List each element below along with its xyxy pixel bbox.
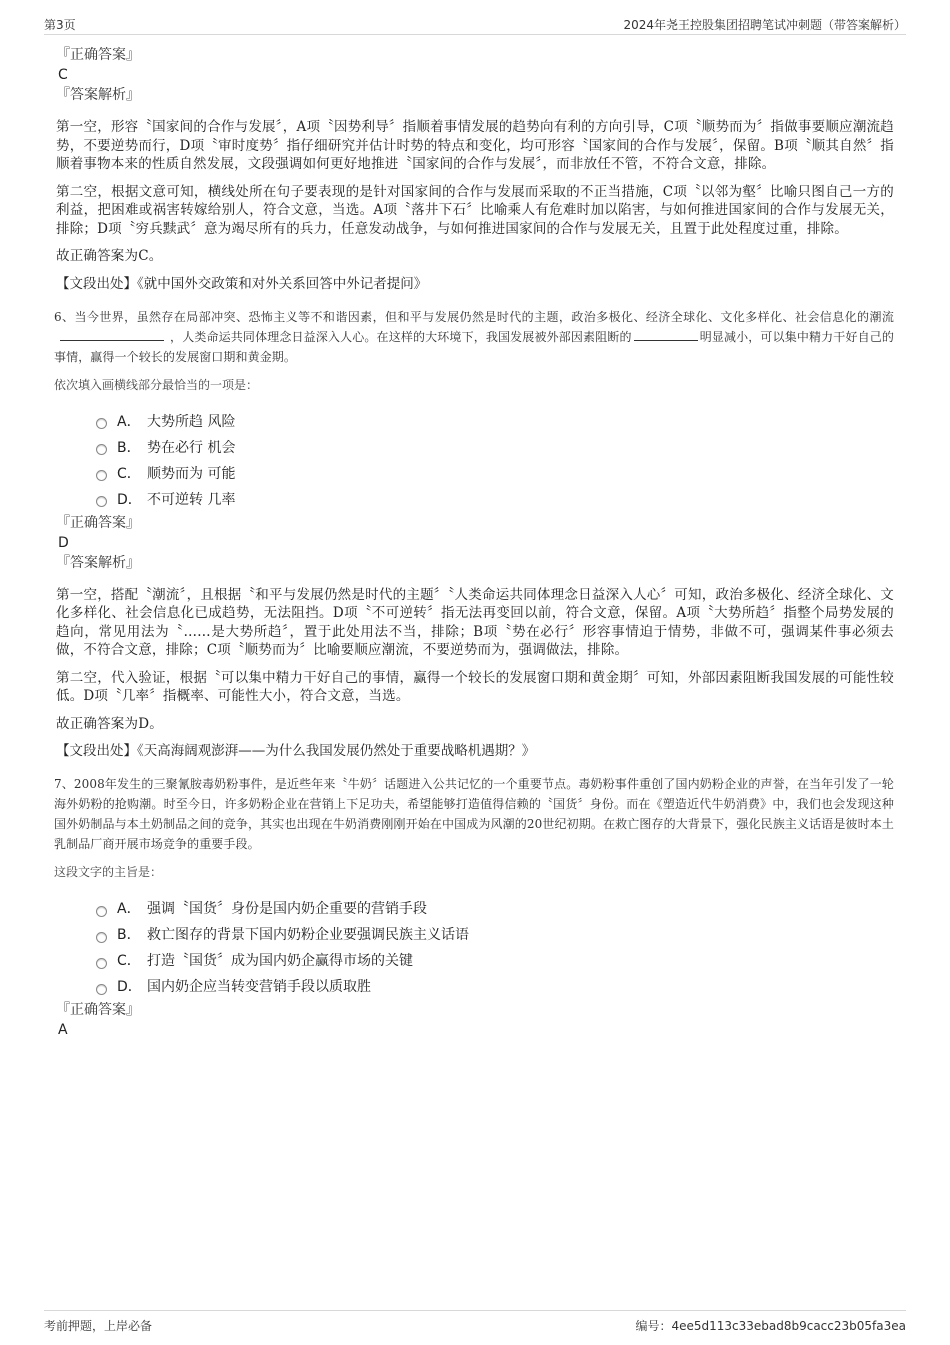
analysis-paragraph: 第二空，代入验证，根据〝可以集中精力干好自己的事情，赢得一个较长的发展窗口期和黄金期〞可知，外部因素阻断我国发展的可能性较低。D项〝几率〞指概率、可能性大小，符合文意，当选。	[56, 669, 894, 704]
question-prompt: 这段文字的主旨是：	[54, 865, 163, 879]
analysis-label: 『答案解析』	[56, 87, 140, 103]
question-text: 6、当今世界，虽然存在局部冲突、恐怖主义等不和谐因素，但和平与发展仍然是时代的主题，政治多极化、经济全球化、文化多样化、社会信息化的潮流	[54, 309, 894, 324]
radio-icon[interactable]	[96, 470, 107, 481]
option-b[interactable]: B． 救亡图存的背景下国内奶粉企业要强调民族主义话语	[96, 921, 894, 947]
source-citation	[56, 275, 894, 293]
question-text: 明显减小，可以集中精力干好自己的事情，赢得一个较长的发展窗口期和黄金期。	[54, 329, 894, 364]
option-list	[96, 408, 894, 512]
document-code: 编号：4ee5d113c33ebad8b9cacc23b05fa3ea	[635, 1319, 906, 1333]
radio-icon[interactable]	[96, 984, 107, 995]
option-b[interactable]: B． 势在必行 机会	[96, 434, 894, 460]
page-header	[44, 12, 906, 35]
analysis-conclusion: 故正确答案为C。	[56, 248, 163, 264]
source-title: 《天高海阔观澎湃——为什么我国发展仍然处于重要战略机遇期？》	[137, 743, 536, 759]
correct-answer-label: 『正确答案』	[56, 514, 140, 531]
analysis-paragraph: 第一空，搭配〝潮流〞，且根据〝和平与发展仍然是时代的主题〞〝人类命运共同体理念日益深入人心〞可知，政治多极化、经济全球化、文化多样化、社会信息化已成趋势，无法阻挡。D项〝不可逆转〞指无法再变回以前，符合文意，保留。A项〝大势所趋〞指整个局势发展的趋向，常见用法为〝……是大势所趋〞，置于此处用法不当，排除；B项〝势在必行〞形容事情迫于情势，非做不可，强调某件事必须去做，不符合文意，排除；C项〝顺势而为〞比喻要顺应潮流，不要逆势而为，强调做法，排除。	[56, 586, 894, 658]
correct-answer-value: D	[58, 534, 69, 551]
radio-icon[interactable]	[96, 932, 107, 943]
option-d[interactable]: D． 国内奶企应当转变营销手段以质取胜	[96, 973, 894, 999]
correct-answer-value: A	[58, 1022, 68, 1038]
source-label: 【文段出处】	[56, 275, 137, 292]
correct-answer-label: 『正确答案』	[56, 47, 140, 63]
fill-blank	[634, 328, 698, 341]
page-number: 第3页	[44, 18, 76, 32]
correct-answer-value: C	[58, 67, 68, 83]
document-title: 2024年尧王控股集团招聘笔试冲刺题（带答案解析）	[623, 18, 906, 32]
source-label: 【文段出处】	[56, 743, 137, 759]
option-d[interactable]: D． 不可逆转 几率	[96, 486, 894, 512]
radio-icon[interactable]	[96, 418, 107, 429]
analysis-paragraph: 第一空，形容〝国家间的合作与发展〞，A项〝因势利导〞指顺着事情发展的趋势向有利的方向引导，C项〝顺势而为〞指做事要顺应潮流趋势，不要逆势而行，D项〝审时度势〞指仔细研究并估计时势的特点和变化，均可形容〝国家间的合作与发展〞，保留。B项〝顺其自然〞指顺着事物本来的性质自然发展，文段强调如何更好地推进〝国家间的合作与发展〞，而非放任不管，不符合文意，排除。	[56, 119, 894, 172]
question-stem	[54, 307, 894, 367]
question-text: ，人类命运共同体理念日益深入人心。在这样的大环境下，我国发展被外部因素阻断的	[170, 329, 632, 344]
option-c[interactable]: C． 顺势而为 可能	[96, 460, 894, 486]
fill-blank	[60, 328, 164, 341]
question-prompt: 依次填入画横线部分最恰当的一项是：	[54, 377, 259, 392]
source-title: 《就中国外交政策和对外关系回答中外记者提问》	[137, 275, 428, 292]
footer-slogan: 考前押题，上岸必备	[44, 1319, 153, 1333]
analysis-conclusion: 故正确答案为D。	[56, 715, 163, 732]
analysis-paragraph: 第二空，根据文意可知，横线处所在句子要表现的是针对国家间的合作与发展而采取的不正当措施，C项〝以邻为壑〞比喻只图自己一方的利益，把困难或祸害转嫁给别人，符合文意，当选。A项〝落井下石〞比喻乘人有危难时加以陷害，与如何推进国家间的合作与发展无关，排除；D项〝穷兵黩武〞意为竭尽所有的兵力，任意发动战争，与如何推进国家间的合作与发展无关，且置于此处程度过重，排除。	[56, 183, 894, 237]
radio-icon[interactable]	[96, 906, 107, 917]
option-list	[96, 895, 894, 999]
page-footer	[44, 1310, 906, 1337]
analysis-label: 『答案解析』	[56, 554, 140, 571]
page-content	[56, 44, 894, 1039]
radio-icon[interactable]	[96, 496, 107, 507]
option-a[interactable]: A． 强调〝国货〞身份是国内奶企重要的营销手段	[96, 895, 894, 921]
option-c[interactable]: C． 打造〝国货〞成为国内奶企赢得市场的关键	[96, 947, 894, 973]
source-citation	[56, 742, 894, 760]
correct-answer-label: 『正确答案』	[56, 1002, 140, 1018]
question-stem: 7、2008年发生的三聚氰胺毒奶粉事件，是近些年来〝牛奶〞话题进入公共记忆的一个重要节点。毒奶粉事件重创了国内奶粉企业的声誉，在当年引发了一轮海外奶粉的抢购潮。时至今日，许多奶粉企业在营销上下足功夫，希望能够打造值得信赖的〝国货〞身份。而在《塑造近代牛奶消费》中，我们也会发现这种国外奶制品与本土奶制品之间的竞争，其实也出现在牛奶消费刚刚开始在中国成为风潮的20世纪初期。在救亡图存的大背景下，强化民族主义话语是彼时本土乳制品厂商开展市场竞争的重要手段。	[54, 777, 894, 851]
option-a[interactable]: A． 大势所趋 风险	[96, 408, 894, 434]
radio-icon[interactable]	[96, 958, 107, 969]
radio-icon[interactable]	[96, 444, 107, 455]
